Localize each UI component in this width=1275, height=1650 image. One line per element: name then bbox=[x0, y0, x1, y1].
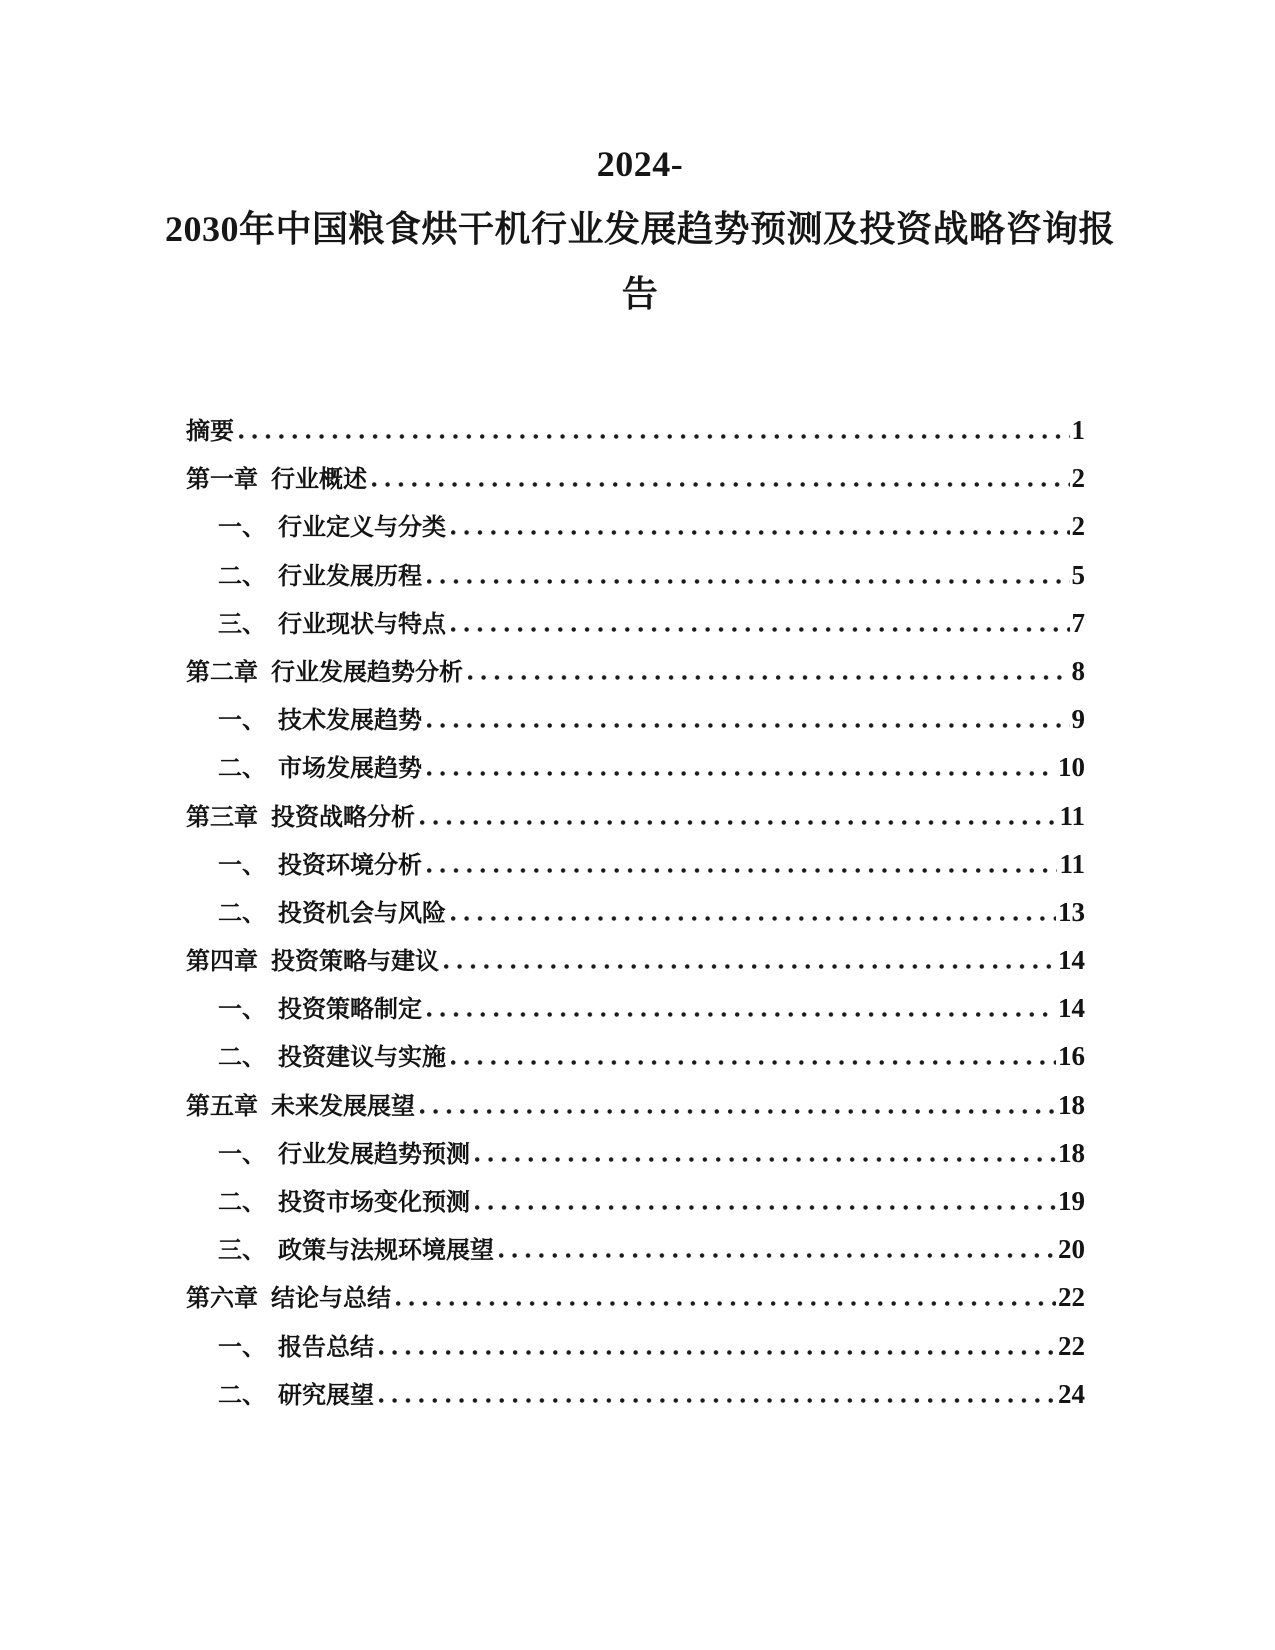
dot-leader bbox=[427, 579, 1070, 584]
dot-leader bbox=[451, 627, 1070, 632]
toc-entry-label: 投资环境分析 bbox=[278, 852, 422, 879]
dot-leader bbox=[427, 771, 1056, 776]
dot-leader bbox=[239, 434, 1070, 439]
toc-entry-number: 第二章 bbox=[186, 659, 258, 686]
toc-entry-label: 政策与法规环境展望 bbox=[278, 1238, 494, 1265]
dot-leader bbox=[427, 868, 1057, 873]
table-of-contents bbox=[186, 406, 1085, 1418]
toc-entry-number: 二、 bbox=[218, 1045, 266, 1072]
toc-entry-number: 二、 bbox=[218, 563, 266, 590]
toc-entry-label: 投资战略分析 bbox=[271, 804, 415, 831]
toc-page-number: 22 bbox=[1058, 1330, 1085, 1361]
report-title-line-3: 告 bbox=[621, 274, 659, 314]
toc-page-number: 7 bbox=[1071, 607, 1085, 638]
toc-page-number: 19 bbox=[1058, 1186, 1085, 1216]
toc-page-number: 9 bbox=[1071, 704, 1085, 735]
toc-page-number: 18 bbox=[1058, 1137, 1085, 1168]
toc-entry[interactable] bbox=[186, 647, 1085, 695]
toc-entry-label: 行业发展趋势预测 bbox=[278, 1141, 470, 1168]
toc-entry-label: 行业概述 bbox=[271, 467, 367, 494]
toc-page-number: 8 bbox=[1071, 655, 1085, 686]
dot-leader bbox=[420, 820, 1057, 825]
toc-entry-number: 二、 bbox=[218, 756, 266, 783]
toc-page-number: 20 bbox=[1058, 1234, 1085, 1265]
toc-entry-number: 三、 bbox=[218, 1238, 266, 1265]
toc-entry-number: 二、 bbox=[218, 900, 266, 927]
toc-page-number: 14 bbox=[1058, 945, 1085, 976]
toc-entry[interactable] bbox=[186, 1177, 1085, 1225]
toc-entry[interactable] bbox=[186, 984, 1085, 1032]
dot-leader bbox=[420, 1109, 1056, 1114]
toc-entry[interactable] bbox=[186, 1225, 1085, 1273]
toc-entry-number: 第六章 bbox=[186, 1286, 258, 1313]
toc-page-number: 16 bbox=[1058, 1041, 1085, 1072]
toc-page-number: 22 bbox=[1058, 1282, 1085, 1313]
toc-entry[interactable] bbox=[186, 502, 1085, 550]
toc-entry-number: 第四章 bbox=[186, 949, 258, 976]
toc-entry-label: 投资建议与实施 bbox=[278, 1045, 446, 1072]
toc-entry-number: 第三章 bbox=[186, 804, 258, 831]
toc-entry[interactable] bbox=[186, 1370, 1085, 1418]
toc-entry-number: 一、 bbox=[218, 1141, 266, 1168]
toc-entry-number: 二、 bbox=[218, 1382, 266, 1409]
toc-entry-number: 一、 bbox=[218, 708, 266, 735]
toc-entry[interactable] bbox=[186, 1129, 1085, 1177]
toc-entry-number: 一、 bbox=[218, 852, 266, 879]
toc-entry[interactable] bbox=[186, 888, 1085, 936]
dot-leader bbox=[427, 1012, 1056, 1017]
dot-leader bbox=[451, 530, 1070, 535]
toc-entry[interactable] bbox=[186, 936, 1085, 984]
toc-entry[interactable] bbox=[186, 551, 1085, 599]
toc-entry-label: 行业现状与特点 bbox=[278, 611, 446, 638]
toc-entry[interactable] bbox=[186, 1081, 1085, 1129]
toc-page-number: 24 bbox=[1058, 1378, 1085, 1409]
toc-entry-label: 投资市场变化预测 bbox=[278, 1190, 470, 1216]
toc-entry-number: 一、 bbox=[218, 997, 266, 1024]
toc-entry-number: 一、 bbox=[218, 515, 266, 542]
toc-page-number: 2 bbox=[1071, 511, 1085, 542]
toc-entry[interactable] bbox=[186, 1322, 1085, 1370]
report-title bbox=[150, 132, 1130, 327]
toc-entry-label: 行业发展趋势分析 bbox=[271, 659, 463, 686]
toc-entry-label: 行业定义与分类 bbox=[278, 515, 446, 542]
toc-entry[interactable] bbox=[186, 406, 1085, 454]
toc-entry[interactable] bbox=[186, 695, 1085, 743]
toc-page-number: 10 bbox=[1058, 752, 1085, 783]
report-title-line-2: 2030年中国粮食烘干机行业发展趋势预测及投资战略咨询报 bbox=[164, 209, 1115, 249]
report-title-line-1: 2024- bbox=[596, 144, 684, 184]
dot-leader bbox=[396, 1301, 1056, 1306]
dot-leader bbox=[499, 1253, 1056, 1258]
toc-entry[interactable] bbox=[186, 599, 1085, 647]
dot-leader bbox=[444, 964, 1056, 969]
toc-entry-number: 第五章 bbox=[186, 1093, 258, 1120]
toc-entry[interactable] bbox=[186, 743, 1085, 791]
dot-leader bbox=[451, 1060, 1056, 1065]
toc-entry[interactable] bbox=[186, 840, 1085, 888]
toc-page-number: 13 bbox=[1058, 896, 1085, 927]
toc-page-number: 5 bbox=[1071, 559, 1085, 590]
dot-leader bbox=[372, 482, 1070, 487]
toc-page-number: 14 bbox=[1058, 993, 1085, 1024]
toc-entry-label: 技术发展趋势 bbox=[278, 708, 422, 735]
dot-leader bbox=[468, 675, 1070, 680]
toc-entry[interactable] bbox=[186, 1273, 1085, 1321]
toc-entry-number: 第一章 bbox=[186, 467, 258, 494]
toc-entry[interactable] bbox=[186, 792, 1085, 840]
toc-page-number: 2 bbox=[1071, 463, 1085, 494]
toc-page-number: 11 bbox=[1059, 800, 1085, 831]
dot-leader bbox=[451, 916, 1056, 921]
toc-entry-number: 三、 bbox=[218, 611, 266, 638]
toc-entry-label: 结论与总结 bbox=[271, 1286, 391, 1313]
toc-entry-label: 投资策略制定 bbox=[278, 997, 422, 1024]
toc-entry[interactable] bbox=[186, 1032, 1085, 1080]
toc-entry-label: 行业发展历程 bbox=[278, 563, 422, 590]
toc-entry-number: 一、 bbox=[218, 1334, 266, 1361]
toc-entry-label: 市场发展趋势 bbox=[278, 756, 422, 783]
toc-page-number: 11 bbox=[1059, 848, 1085, 879]
toc-entry-number: 二、 bbox=[218, 1190, 266, 1216]
dot-leader bbox=[379, 1398, 1056, 1403]
toc-page-number: 18 bbox=[1058, 1089, 1085, 1120]
toc-page-number: 1 bbox=[1071, 415, 1085, 445]
toc-entry-label: 投资策略与建议 bbox=[271, 949, 439, 976]
dot-leader bbox=[475, 1157, 1056, 1162]
toc-entry-label: 未来发展展望 bbox=[271, 1093, 415, 1120]
toc-entry-label: 研究展望 bbox=[278, 1382, 374, 1409]
toc-entry-label: 摘要 bbox=[186, 419, 234, 445]
toc-entry-label: 报告总结 bbox=[278, 1334, 374, 1361]
toc-entry[interactable] bbox=[186, 454, 1085, 502]
toc-entry-label: 投资机会与风险 bbox=[278, 900, 446, 927]
dot-leader bbox=[427, 723, 1070, 728]
dot-leader bbox=[475, 1205, 1056, 1210]
dot-leader bbox=[379, 1350, 1056, 1355]
